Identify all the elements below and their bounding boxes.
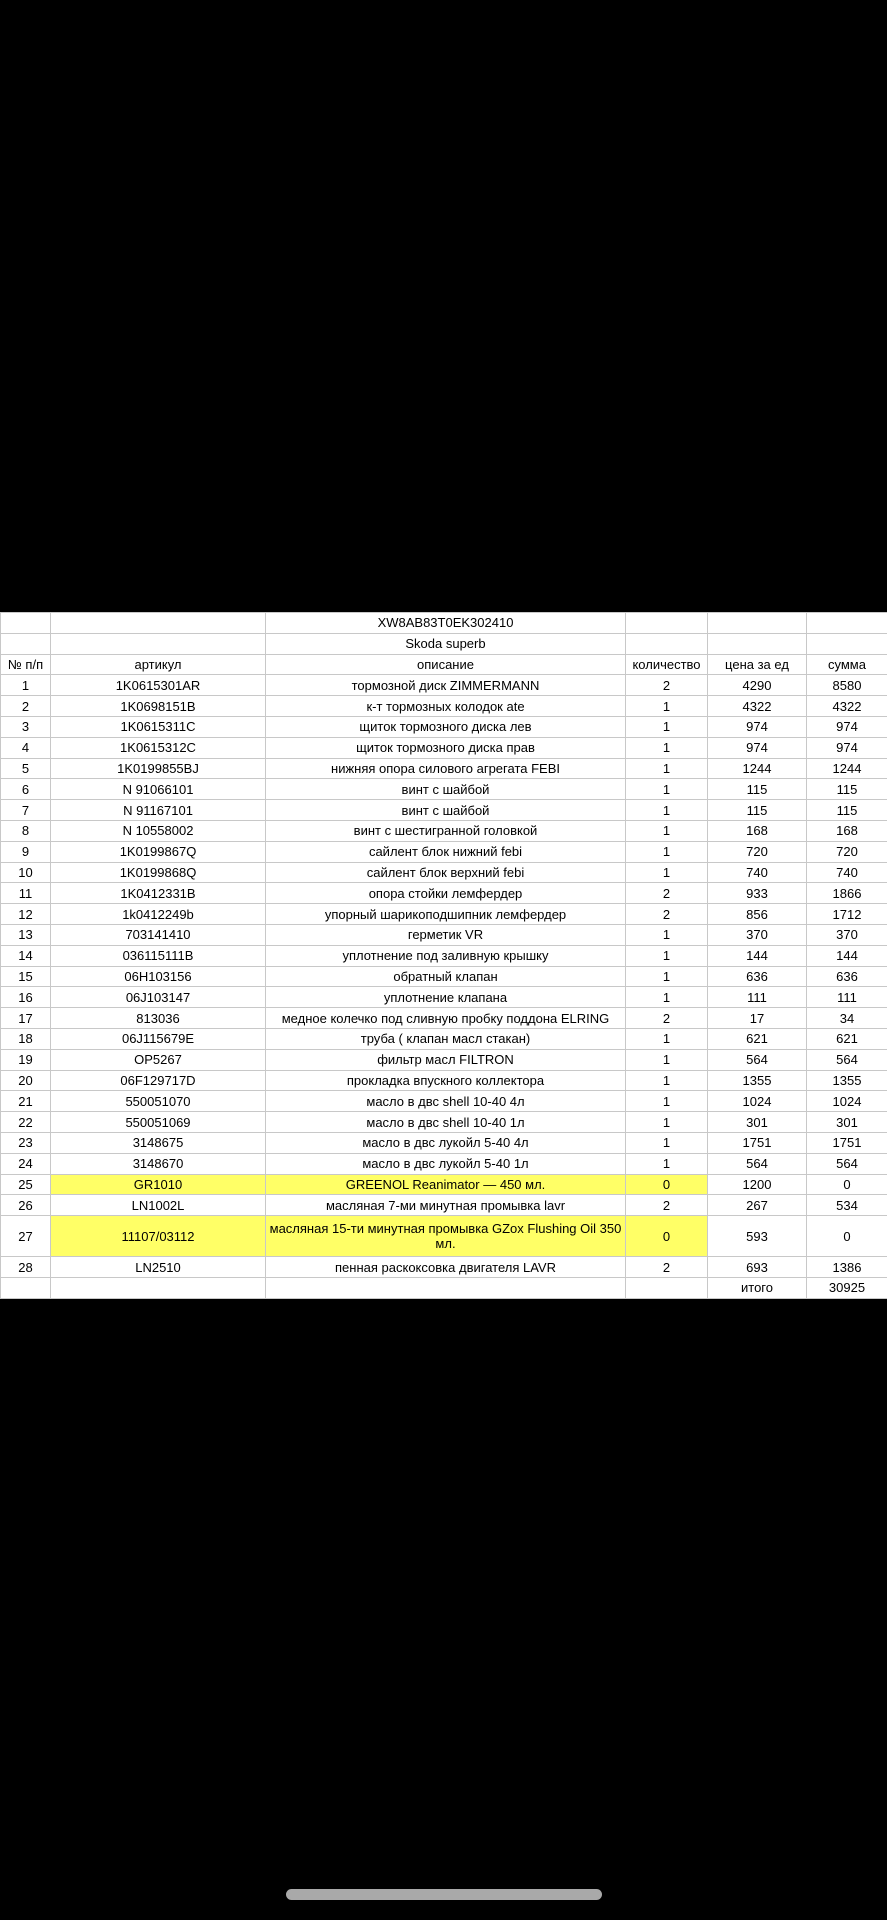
cell-price: 111	[708, 987, 807, 1008]
header-qty: количество	[626, 654, 708, 675]
total-value: 30925	[807, 1277, 887, 1298]
cell-sum: 740	[807, 862, 887, 883]
cell-price: 144	[708, 945, 807, 966]
cell-n: 11	[1, 883, 51, 904]
table-row	[1, 924, 887, 945]
cell-price: 1024	[708, 1091, 807, 1112]
cell-article: 1K0199855BJ	[51, 758, 266, 779]
cell-article: LN2510	[51, 1257, 266, 1278]
cell-n: 6	[1, 779, 51, 800]
cell-description: обратный клапан	[266, 966, 626, 987]
header-description: описание	[266, 654, 626, 675]
cell-price: 115	[708, 800, 807, 821]
cell-sum: 0	[807, 1216, 887, 1257]
cell-sum: 564	[807, 1049, 887, 1070]
table-row	[1, 1132, 887, 1153]
cell-sum: 1355	[807, 1070, 887, 1091]
cell-description: уплотнение под заливную крышку	[266, 945, 626, 966]
cell-n: 17	[1, 1008, 51, 1029]
cell-article: 11107/03112	[51, 1216, 266, 1257]
cell-qty: 1	[626, 1070, 708, 1091]
table-row	[1, 1049, 887, 1070]
cell-description: прокладка впускного коллектора	[266, 1070, 626, 1091]
header-price: цена за ед	[708, 654, 807, 675]
cell-sum: 370	[807, 924, 887, 945]
parts-table	[0, 612, 887, 1299]
cell-n: 5	[1, 758, 51, 779]
cell-price: 564	[708, 1049, 807, 1070]
table-row	[1, 758, 887, 779]
table-row	[1, 883, 887, 904]
cell-n: 23	[1, 1132, 51, 1153]
cell-description: масло в двс shell 10-40 1л	[266, 1112, 626, 1133]
table-row	[1, 1008, 887, 1029]
cell-qty: 1	[626, 716, 708, 737]
cell-description: винт с шайбой	[266, 779, 626, 800]
cell-price: 636	[708, 966, 807, 987]
cell-description: щиток тормозного диска лев	[266, 716, 626, 737]
cell-qty: 1	[626, 945, 708, 966]
cell-article: 1K0199868Q	[51, 862, 266, 883]
cell-description: к-т тормозных колодок ate	[266, 696, 626, 717]
cell-qty: 1	[626, 758, 708, 779]
cell-qty: 1	[626, 737, 708, 758]
cell-qty: 1	[626, 1028, 708, 1049]
cell-price: 593	[708, 1216, 807, 1257]
cell-article: 550051069	[51, 1112, 266, 1133]
cell-n: 9	[1, 841, 51, 862]
cell-qty: 1	[626, 800, 708, 821]
table-row	[1, 966, 887, 987]
cell-article: 06F129717D	[51, 1070, 266, 1091]
cell-n: 14	[1, 945, 51, 966]
cell-article: 1k0412249b	[51, 904, 266, 925]
cell-sum: 168	[807, 820, 887, 841]
cell-sum: 111	[807, 987, 887, 1008]
cell-price: 621	[708, 1028, 807, 1049]
car-row	[1, 633, 887, 654]
cell-qty: 1	[626, 696, 708, 717]
cell-price: 1355	[708, 1070, 807, 1091]
cell-sum: 115	[807, 800, 887, 821]
cell-sum: 0	[807, 1174, 887, 1195]
cell-sum: 636	[807, 966, 887, 987]
cell-qty: 2	[626, 904, 708, 925]
cell-n: 13	[1, 924, 51, 945]
cell-price: 974	[708, 716, 807, 737]
cell-sum: 115	[807, 779, 887, 800]
header-num: № п/п	[1, 654, 51, 675]
table-row	[1, 1028, 887, 1049]
cell-sum: 1244	[807, 758, 887, 779]
cell-article: 06J115679E	[51, 1028, 266, 1049]
table-row	[1, 1174, 887, 1195]
cell-sum: 974	[807, 737, 887, 758]
cell-sum: 34	[807, 1008, 887, 1029]
total-row	[1, 1277, 887, 1298]
cell-description: щиток тормозного диска прав	[266, 737, 626, 758]
cell-qty: 2	[626, 1008, 708, 1029]
cell-article: 3148675	[51, 1132, 266, 1153]
cell-description: винт с шайбой	[266, 800, 626, 821]
cell-n: 24	[1, 1153, 51, 1174]
cell-qty: 1	[626, 1049, 708, 1070]
cell-price: 974	[708, 737, 807, 758]
cell-description: масло в двс shell 10-40 4л	[266, 1091, 626, 1112]
table-row	[1, 800, 887, 821]
cell-description: труба ( клапан масл стакан)	[266, 1028, 626, 1049]
cell-article: 703141410	[51, 924, 266, 945]
cell-price: 370	[708, 924, 807, 945]
cell-article: N 91167101	[51, 800, 266, 821]
cell-sum: 301	[807, 1112, 887, 1133]
cell-price: 4322	[708, 696, 807, 717]
table-row	[1, 716, 887, 737]
cell-price: 1244	[708, 758, 807, 779]
cell-n: 8	[1, 820, 51, 841]
cell-description: масло в двс лукойл 5-40 1л	[266, 1153, 626, 1174]
cell-n: 1	[1, 675, 51, 696]
cell-sum: 1712	[807, 904, 887, 925]
cell-price: 168	[708, 820, 807, 841]
table-row	[1, 675, 887, 696]
cell-description: фильтр масл FILTRON	[266, 1049, 626, 1070]
cell-n: 2	[1, 696, 51, 717]
cell-n: 12	[1, 904, 51, 925]
cell-description: упорный шарикоподшипник лемфердер	[266, 904, 626, 925]
cell-qty: 2	[626, 883, 708, 904]
cell-description: нижняя опора силового агрегата FEBI	[266, 758, 626, 779]
table-row	[1, 820, 887, 841]
cell-article: 1K0199867Q	[51, 841, 266, 862]
cell-n: 4	[1, 737, 51, 758]
header-article: артикул	[51, 654, 266, 675]
cell-price: 740	[708, 862, 807, 883]
cell-price: 1751	[708, 1132, 807, 1153]
cell-article: 1K0412331B	[51, 883, 266, 904]
cell-price: 564	[708, 1153, 807, 1174]
cell-description: герметик VR	[266, 924, 626, 945]
cell-sum: 564	[807, 1153, 887, 1174]
cell-article: 3148670	[51, 1153, 266, 1174]
cell-qty: 1	[626, 966, 708, 987]
cell-article: 1K0698151B	[51, 696, 266, 717]
cell-n: 26	[1, 1195, 51, 1216]
cell-price: 115	[708, 779, 807, 800]
table-row	[1, 904, 887, 925]
cell-qty: 1	[626, 1132, 708, 1153]
cell-description: масляная 7-ми минутная промывка lavr	[266, 1195, 626, 1216]
cell-price: 267	[708, 1195, 807, 1216]
cell-n: 21	[1, 1091, 51, 1112]
table-row	[1, 945, 887, 966]
car-cell: Skoda superb	[266, 633, 626, 654]
cell-sum: 1386	[807, 1257, 887, 1278]
cell-sum: 8580	[807, 675, 887, 696]
cell-price: 301	[708, 1112, 807, 1133]
table-row	[1, 1257, 887, 1278]
cell-qty: 1	[626, 987, 708, 1008]
cell-article: GR1010	[51, 1174, 266, 1195]
cell-article: 06H103156	[51, 966, 266, 987]
cell-qty: 1	[626, 1112, 708, 1133]
cell-sum: 974	[807, 716, 887, 737]
cell-description: пенная раскоксовка двигателя LAVR	[266, 1257, 626, 1278]
cell-qty: 0	[626, 1216, 708, 1257]
cell-article: 06J103147	[51, 987, 266, 1008]
table-row	[1, 841, 887, 862]
table-row	[1, 862, 887, 883]
cell-sum: 1024	[807, 1091, 887, 1112]
cell-n: 16	[1, 987, 51, 1008]
cell-qty: 2	[626, 1195, 708, 1216]
table-row	[1, 987, 887, 1008]
cell-n: 10	[1, 862, 51, 883]
cell-article: 1K0615301AR	[51, 675, 266, 696]
cell-description: опора стойки лемфердер	[266, 883, 626, 904]
cell-sum: 534	[807, 1195, 887, 1216]
table-row	[1, 1091, 887, 1112]
cell-qty: 1	[626, 924, 708, 945]
cell-n: 15	[1, 966, 51, 987]
table-row	[1, 779, 887, 800]
cell-price: 1200	[708, 1174, 807, 1195]
cell-description: сайлент блок нижний febi	[266, 841, 626, 862]
cell-description: масло в двс лукойл 5-40 4л	[266, 1132, 626, 1153]
cell-article: N 91066101	[51, 779, 266, 800]
cell-description: GREENOL Reanimator — 450 мл.	[266, 1174, 626, 1195]
cell-qty: 1	[626, 1091, 708, 1112]
cell-article: 1K0615311C	[51, 716, 266, 737]
cell-description: масляная 15-ти минутная промывка GZox Flushing Oil 350 мл.	[266, 1216, 626, 1257]
header-row	[1, 654, 887, 675]
spreadsheet	[0, 612, 887, 1299]
cell-qty: 1	[626, 1153, 708, 1174]
table-row	[1, 1195, 887, 1216]
cell-sum: 144	[807, 945, 887, 966]
cell-description: винт с шестигранной головкой	[266, 820, 626, 841]
cell-sum: 1751	[807, 1132, 887, 1153]
cell-description: медное колечко под сливную пробку поддона ELRING	[266, 1008, 626, 1029]
table-row	[1, 1216, 887, 1257]
cell-sum: 1866	[807, 883, 887, 904]
table-row	[1, 1112, 887, 1133]
cell-article: N 10558002	[51, 820, 266, 841]
cell-qty: 2	[626, 1257, 708, 1278]
vin-row	[1, 613, 887, 634]
cell-article: 1K0615312C	[51, 737, 266, 758]
cell-n: 3	[1, 716, 51, 737]
home-indicator[interactable]	[286, 1889, 602, 1900]
header-sum: сумма	[807, 654, 887, 675]
cell-n: 25	[1, 1174, 51, 1195]
cell-article: LN1002L	[51, 1195, 266, 1216]
total-label: итого	[708, 1277, 807, 1298]
table-row	[1, 737, 887, 758]
cell-n: 27	[1, 1216, 51, 1257]
cell-article: 813036	[51, 1008, 266, 1029]
cell-qty: 1	[626, 841, 708, 862]
table-row	[1, 1070, 887, 1091]
cell-n: 18	[1, 1028, 51, 1049]
cell-description: уплотнение клапана	[266, 987, 626, 1008]
cell-n: 7	[1, 800, 51, 821]
vin-cell: XW8AB83T0EK302410	[266, 613, 626, 634]
cell-price: 17	[708, 1008, 807, 1029]
cell-n: 28	[1, 1257, 51, 1278]
cell-price: 4290	[708, 675, 807, 696]
table-row	[1, 1153, 887, 1174]
cell-qty: 1	[626, 862, 708, 883]
cell-n: 19	[1, 1049, 51, 1070]
cell-qty: 2	[626, 675, 708, 696]
cell-sum: 4322	[807, 696, 887, 717]
cell-article: 550051070	[51, 1091, 266, 1112]
table-row	[1, 696, 887, 717]
cell-qty: 1	[626, 779, 708, 800]
cell-qty: 1	[626, 820, 708, 841]
cell-sum: 621	[807, 1028, 887, 1049]
cell-price: 720	[708, 841, 807, 862]
cell-price: 693	[708, 1257, 807, 1278]
cell-sum: 720	[807, 841, 887, 862]
cell-description: сайлент блок верхний febi	[266, 862, 626, 883]
cell-description: тормозной диск ZIMMERMANN	[266, 675, 626, 696]
cell-article: 036115111B	[51, 945, 266, 966]
cell-n: 20	[1, 1070, 51, 1091]
cell-n: 22	[1, 1112, 51, 1133]
cell-article: OP5267	[51, 1049, 266, 1070]
cell-price: 856	[708, 904, 807, 925]
cell-price: 933	[708, 883, 807, 904]
cell-qty: 0	[626, 1174, 708, 1195]
